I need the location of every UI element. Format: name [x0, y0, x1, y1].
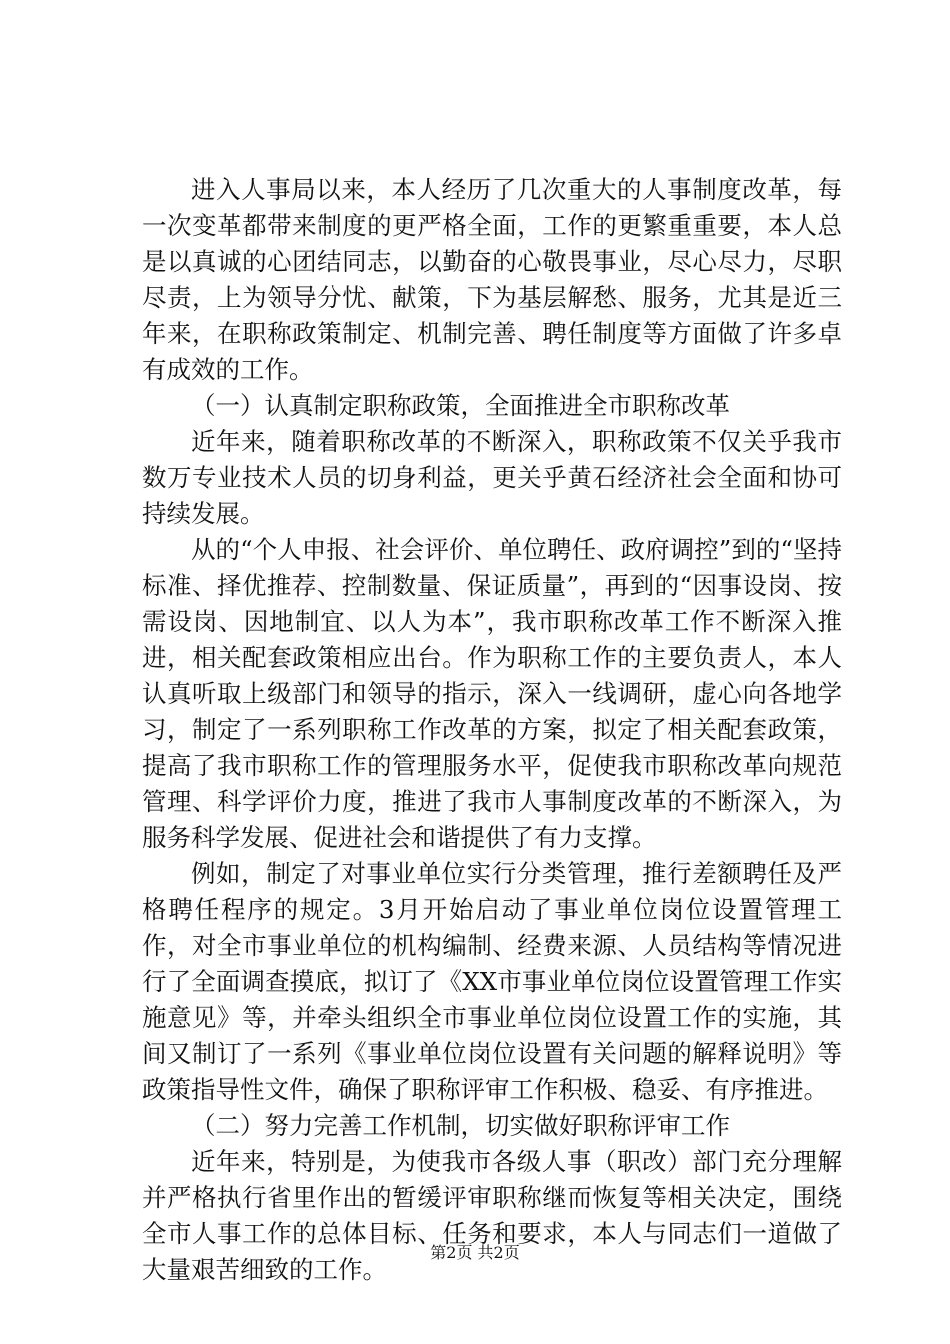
paragraph-policy-context: 近年来，随着职称改革的不断深入，职称政策不仅关乎我市数万专业技术人员的切身利益，更关乎黄石经济社会全面和协可持续发展。: [142, 427, 842, 528]
paragraph-intro: 进入人事局以来，本人经历了几次重大的人事制度改革，每一次变革都带来制度的更严格全面，工作的更繁重重要，本人总是以真诚的心团结同志，以勤奋的心敬畏事业，尽心尽力，尽职尽责，上为领导分忧、献策，下为基层解愁、服务，尤其是近三年来，在职称政策制定、机制完善、聘任制度等方面做了许多卓有成效的工作。: [142, 175, 842, 384]
section-heading-2: （二）努力完善工作机制，切实做好职称评审工作: [191, 1111, 730, 1140]
document-body: [142, 172, 842, 1288]
section-heading-1: （一）认真制定职称政策，全面推进全市职称改革: [191, 391, 730, 420]
page-footer: 第2页 共2页: [430, 1243, 520, 1262]
paragraph-mechanism: 近年来，特别是，为使我市各级人事（职改）部门充分理解并严格执行省里作出的暂缓评审职称继而恢复等相关决定，围绕全市人事工作的总体目标、任务和要求，本人与同志们一道做了大量艰苦细致的工作。: [142, 1147, 842, 1284]
paragraph-policy-detail: 从的“个人申报、社会评价、单位聘任、政府调控”到的“坚持标准、择优推荐、控制数量、保证质量”，再到的“因事设岗、按需设岗、因地制宜、以人为本”，我市职称改革工作不断深入推进，相关配套政策相应出台。作为职称工作的主要负责人，本人认真听取上级部门和领导的指示，深入一线调研，虚心向各地学习，制定了一系列职称工作改革的方案，拟定了相关配套政策，提高了我市职称工作的管理服务水平，促使我市职称改革向规范管理、科学评价力度，推进了我市人事制度改革的不断深入，为服务科学发展、促进社会和谐提供了有力支撑。: [142, 535, 842, 852]
paragraph-example: 例如，制定了对事业单位实行分类管理，推行差额聘任及严格聘任程序的规定。3月开始启动了事业单位岗位设置管理工作，对全市事业单位的机构编制、经费来源、人员结构等情况进行了全面调查摸底，拟订了《XX市事业单位岗位设置管理工作实施意见》等，并牵头组织全市事业单位岗位设置工作的实施，其间又制订了一系列《事业单位岗位设置有关问题的解释说明》等政策指导性文件，确保了职称评审工作积极、稳妥、有序推进。: [142, 859, 842, 1104]
